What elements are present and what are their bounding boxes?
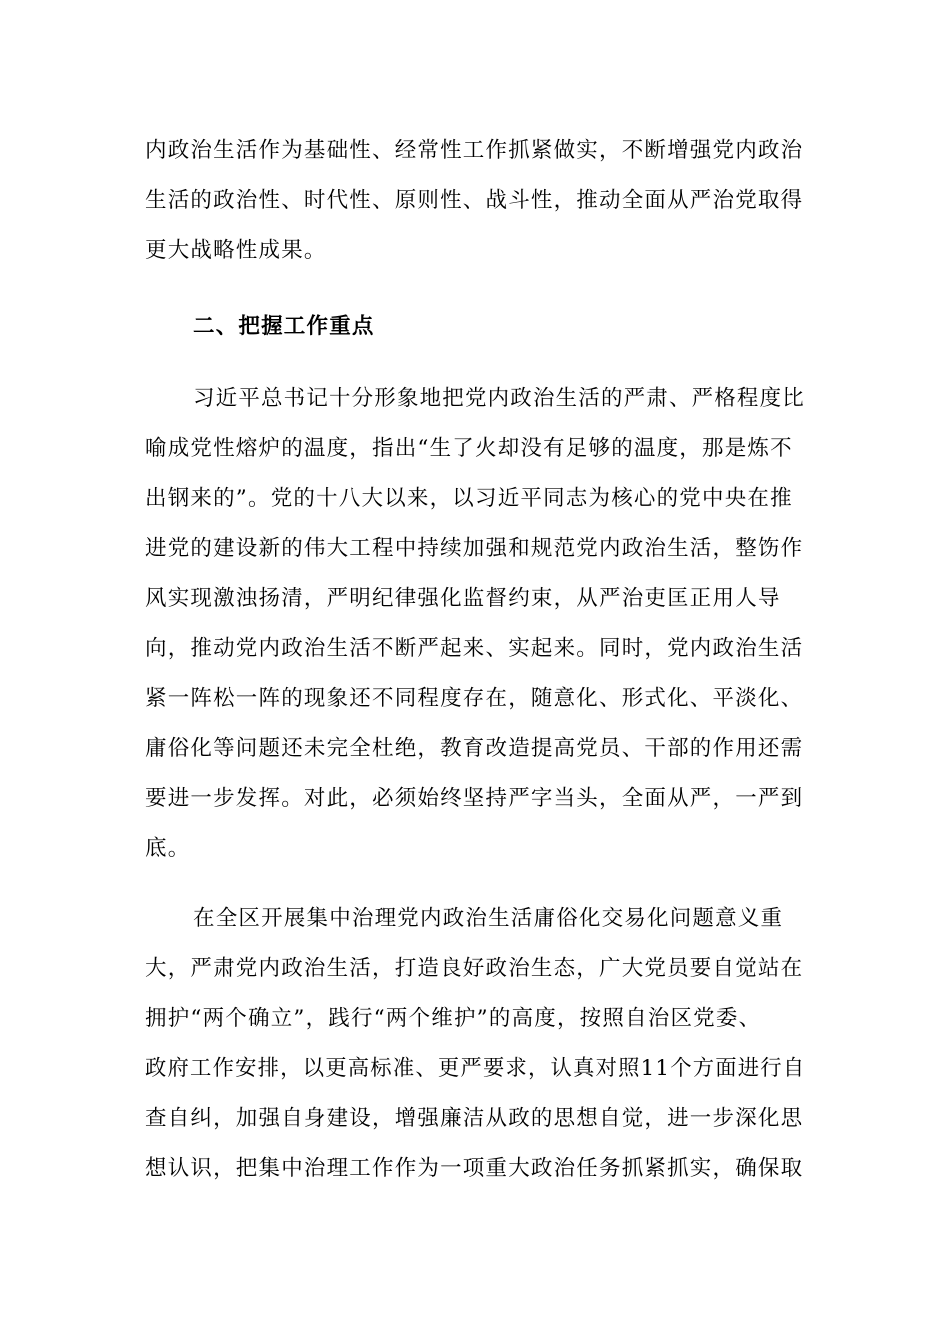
paragraph-3-line-5: 查自纠，加强自身建设，增强廉洁从政的思想自觉，进一步深化思 (145, 1106, 804, 1131)
paragraph-2-line-10: 底。 (145, 836, 191, 861)
section-heading: 二、把握工作重点 (193, 314, 375, 339)
paragraph-2-line-6: 向，推动党内政治生活不断严起来、实起来。同时，党内政治生活 (145, 636, 804, 661)
paragraph-2-line-5: 风实现激浊扬清，严明纪律强化监督约束，从严治吏匡正用人导 (145, 586, 781, 611)
paragraph-2-line-8: 庸俗化等问题还未完全杜绝，教育改造提高党员、干部的作用还需 (145, 736, 804, 761)
paragraph-2-line-3: 出钢来的”。党的十八大以来，以习近平同志为核心的党中央在推 (145, 486, 793, 511)
paragraph-2-line-7: 紧一阵松一阵的现象还不同程度存在，随意化、形式化、平淡化、 (145, 686, 804, 711)
paragraph-1-line-1: 内政治生活作为基础性、经常性工作抓紧做实，不断增强党内政治 (145, 138, 804, 163)
paragraph-2-line-4: 进党的建设新的伟大工程中持续加强和规范党内政治生活，整饬作 (145, 536, 804, 561)
paragraph-1-line-3: 更大战略性成果。 (145, 238, 327, 263)
paragraph-3-line-6: 想认识，把集中治理工作作为一项重大政治任务抓紧抓实，确保取 (145, 1156, 804, 1181)
paragraph-2-line-2: 喻成党性熔炉的温度，指出“生了火却没有足够的温度，那是炼不 (145, 436, 793, 461)
paragraph-3-line-3: 拥护“两个确立”，践行“两个维护”的高度，按照自治区党委、 (145, 1006, 762, 1031)
paragraph-1-line-2: 生活的政治性、时代性、原则性、战斗性，推动全面从严治党取得 (145, 188, 804, 213)
paragraph-2-line-1: 习近平总书记十分形象地把党内政治生活的严肃、严格程度比 (193, 386, 805, 411)
paragraph-3-line-4: 政府工作安排，以更高标准、更严要求，认真对照11个方面进行自 (145, 1056, 806, 1081)
paragraph-3-line-1: 在全区开展集中治理党内政治生活庸俗化交易化问题意义重 (193, 906, 784, 931)
paragraph-3-line-2: 大，严肃党内政治生活，打造良好政治生态，广大党员要自觉站在 (145, 956, 804, 981)
paragraph-2-line-9: 要进一步发挥。对此，必须始终坚持严字当头，全面从严，一严到 (145, 786, 804, 811)
